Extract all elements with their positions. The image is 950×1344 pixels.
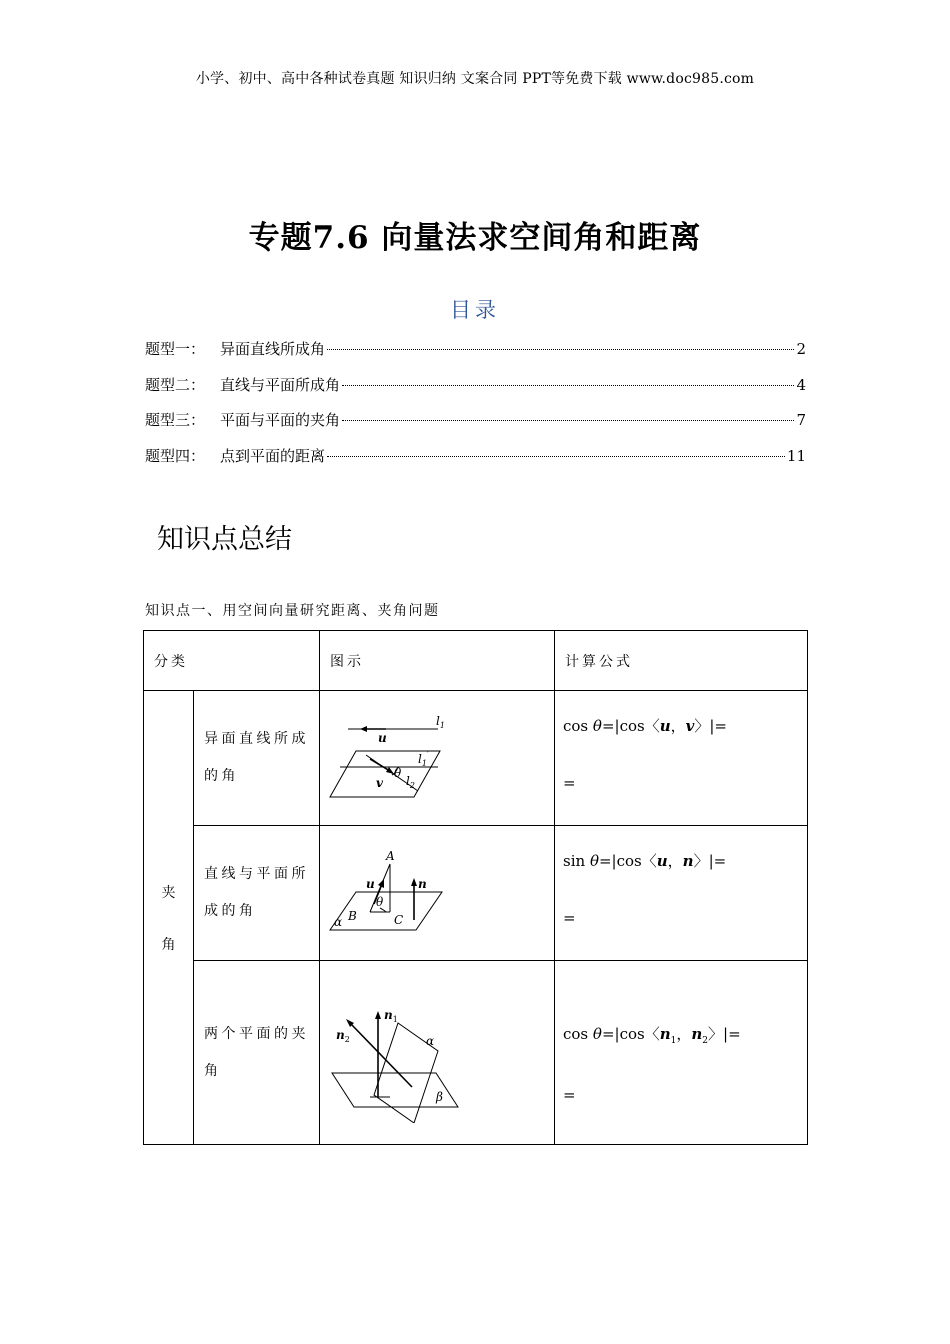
label-theta: θ [394,766,402,780]
label-n1: $n_1$ [384,1007,398,1024]
label-n: n [418,877,427,891]
two-planes-diagram [326,983,466,1123]
formula-line-2: = [563,909,576,927]
arrow-v-shaft [370,759,390,771]
subcategory-line: 角 [204,1062,222,1079]
arrow-n1-head [375,1011,381,1019]
formula-line: cos θ=|cos〈$n_1$，$n_2$〉|= [563,1025,741,1046]
label-v: v [376,776,383,790]
toc-item-page: 2 [796,340,806,358]
subcategory-line: 成的角 [204,903,257,919]
toc-item-label: 题型一： [145,340,206,358]
formula-line: sin θ=|cos〈u，n〉|= [563,852,727,870]
header-category: 分类 [144,631,320,691]
label-A: A [386,849,395,863]
label-alpha: α [334,915,343,929]
label-l2: $l_2$ [406,774,415,790]
section-title: 知识点总结 [157,524,292,555]
arrow-v-head [386,767,394,774]
formula-cell [555,961,808,1145]
angle-formula-table [143,630,808,1145]
figure-cell [320,691,555,826]
toc-item[interactable] [145,445,806,481]
plane-outline [330,751,440,797]
toc-item-text: 直线与平面所成角 [220,375,341,394]
header-formula: 计算公式 [555,631,808,691]
toc-leader-dots [342,420,794,421]
toc-item-label: 题型四： [145,446,206,465]
formula-cell [555,826,808,961]
label-B: B [348,909,357,923]
label-alpha: α [426,1033,435,1048]
figure-cell [320,961,555,1145]
arrow-n2-shaft [350,1023,412,1087]
table-header-row [144,631,808,691]
toc-heading: 目录 [450,298,500,322]
document-title: 专题7.6 向量法求空间角和距离 [248,220,702,256]
toc-item-label: 题型三： [145,411,206,429]
arrow-n-head [411,878,417,886]
page-header: 小学、初中、高中各种试卷真题 知识归纳 文案合同 PPT等免费下载 www.doc985.com [195,71,755,87]
toc-item-page: 7 [796,411,806,429]
formula-line: cos θ=|cos〈u，v〉|= [563,717,727,735]
label-l1-prime: $l_1'$ [418,750,429,768]
subcategory-line: 两个平面的夹 [204,1025,309,1042]
toc-leader-dots [342,385,794,386]
toc-leader-dots [327,456,785,457]
label-n2: $n_2$ [336,1027,350,1044]
subcategory-line: 直线与平面所 [204,866,309,882]
toc-item-page: 11 [786,446,806,465]
toc-item-text: 异面直线所成角 [220,340,326,358]
category-cell [144,691,194,1145]
toc-leader-dots [327,349,794,350]
table-row [144,826,808,961]
skew-lines-diagram [326,713,446,803]
toc-item-text: 点到平面的距离 [220,446,326,465]
subcategory-cell [194,961,320,1145]
knowledge-point-title: 知识点一、用空间向量研究距离、夹角问题 [145,603,440,619]
label-u: u [378,731,387,745]
toc-item-page: 4 [796,375,806,394]
subcategory-line: 的角 [204,768,239,784]
table-row [144,691,808,826]
category-char: 夹 [161,884,176,901]
toc-item[interactable] [145,374,806,410]
subcategory-cell [194,826,320,961]
table-row [144,961,808,1145]
label-u: u [366,877,375,891]
formula-line-2: = [563,1086,576,1104]
figure-cell [320,826,555,961]
header-figure: 图示 [320,631,555,691]
toc-item[interactable] [145,338,806,374]
toc-item-label: 题型二： [145,375,206,394]
subcategory-line: 异面直线所成 [204,731,309,747]
toc-item-text: 平面与平面的夹角 [220,411,341,429]
arrow-u-head [360,726,367,732]
plane-outline [330,892,442,930]
table-of-contents [145,338,806,480]
category-char: 角 [161,936,176,953]
label-C: C [394,913,404,927]
label-beta: β [436,1089,443,1104]
subcategory-cell [194,691,320,826]
label-l1: $l_1$ [436,714,445,730]
toc-item[interactable] [145,409,806,445]
formula-line-2: = [563,774,576,792]
label-theta: θ [376,895,384,909]
formula-cell [555,691,808,826]
line-plane-diagram [326,848,446,938]
